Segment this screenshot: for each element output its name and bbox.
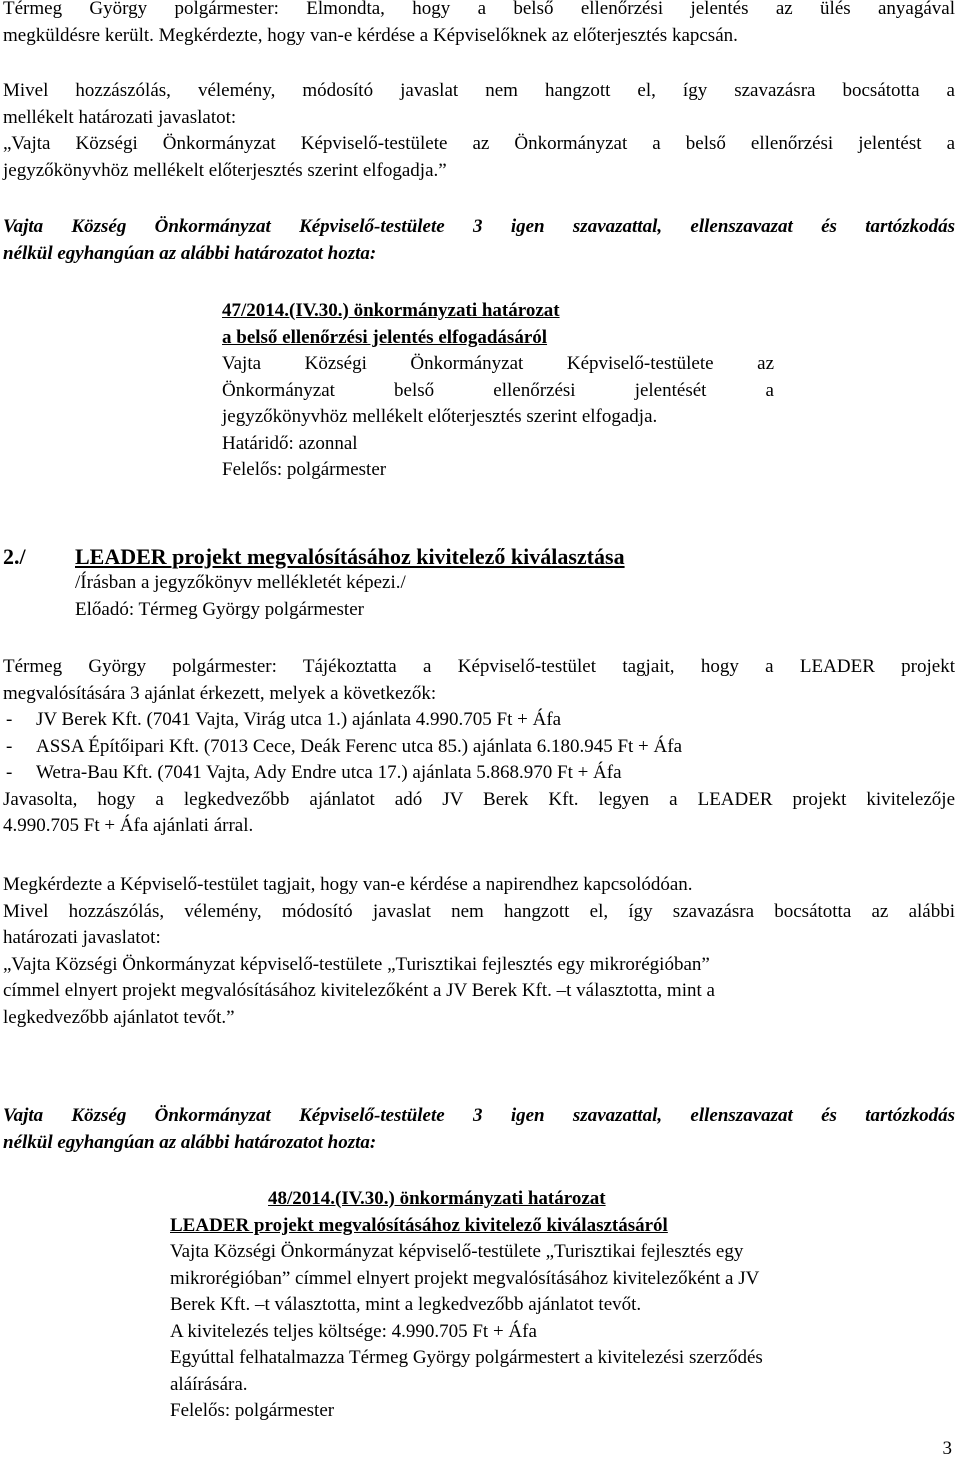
section-number: 2./ [3,544,26,569]
vote2-line-2: nélkül egyhangúan az alábbi határozatot hozta: [3,1131,377,1153]
info-line-4: 4.990.705 Ft + Áfa ajánlati árral. [3,815,254,836]
list-dash: - [6,762,13,783]
offers-paragraph [3,654,955,840]
resolution48-line-4: Egyúttal felhatalmazza Térmeg György polgármestert a kivitelezési szerződés [170,1347,763,1368]
vote1-line-2: nélkül egyhangúan az alábbi határozatot hozta: [3,242,377,264]
vote1-line-1: Vajta Község Önkormányzat Képviselő-testülete 3 igen szavazattal, ellenszavazat és tartózkodás [3,216,955,237]
proposal2-line-6: legkedvezőbb ajánlatot tevőt.” [3,1006,235,1028]
proposal1-line-2: mellékelt határozati javaslatot: [3,106,237,128]
offer-text: ASSA Építőipari Kft. (7013 Cece, Deák Ferenc utca 85.) ajánlata 6.180.945 Ft + Áfa [36,735,682,757]
info-line-2: megvalósítására 3 ajánlat érkezett, melyek a következők: [3,682,437,704]
offer-item [3,760,955,787]
resolution48-line-3: Berek Kft. –t választotta, mint a legkedvezőbb ajánlatot tevőt. [170,1294,642,1315]
resolution47-number: 47/2014.(IV.30.) önkormányzati határozat [222,300,560,321]
section-note: /Írásban a jegyzőkönyv mellékletét képezi./ [75,572,406,593]
proposal-paragraph-1 [3,78,955,184]
resolution47-subject: a belső ellenőrzési jelentés elfogadásáról [222,326,548,348]
resolution48-line-2: mikrorégióban” címmel elnyert projekt megvalósításához kivitelezőként a JV [170,1267,760,1289]
resolution48-number: 48/2014.(IV.30.) önkormányzati határozat [268,1188,606,1209]
vote-statement-2 [3,1103,955,1156]
proposal1-line-1: Mivel hozzászólás, vélemény, módosító javaslat nem hangzott el, így szavazásra bocsátotta a [3,80,955,101]
resolution48-responsible: Felelős: polgármester [170,1400,335,1421]
offer-item [3,734,955,761]
proposal2-line-2: Mivel hozzászólás, vélemény, módosító javaslat nem hangzott el, így szavazásra bocsátotta az alábbi [3,900,955,922]
proposal1-line-3: „Vajta Községi Önkormányzat Képviselő-testülete az Önkormányzat a belső ellenőrzési jelentést a [3,133,955,154]
resolution-47 [222,298,774,484]
resolution47-line-1: Vajta Községi Önkormányzat Képviselő-testülete az [222,353,774,374]
resolution48-subject: LEADER projekt megvalósításához kivitelező kiválasztásáról [170,1214,668,1236]
proposal2-line-3: határozati javaslatot: [3,927,161,948]
resolution-48 [170,1186,915,1425]
section-presenter: Előadó: Térmeg György polgármester [75,598,364,620]
resolution47-deadline: Határidő: azonnal [222,432,358,454]
proposal1-line-4: jegyzőkönyvhöz mellékelt előterjesztés szerint elfogadja.” [3,159,447,181]
offer-text: Wetra-Bau Kft. (7041 Vajta, Ady Endre utca 17.) ajánlata 5.868.970 Ft + Áfa [36,762,622,783]
intro-line-2: megküldésre került. Megkérdezte, hogy van-e kérdése a Képviselőknek az előterjesztés kapcsán. [3,24,738,46]
resolution48-line-5: aláírására. [170,1373,248,1395]
section-2-meta [75,570,775,623]
resolution47-responsible: Felelős: polgármester [222,459,387,480]
info-line-1: Térmeg György polgármester: Tájékoztatta a Képviselő-testület tagjait, hogy a LEADER projekt [3,656,955,677]
intro-paragraph [3,0,955,49]
proposal-paragraph-2 [3,872,955,1031]
list-dash: - [6,735,13,757]
resolution47-line-2: Önkormányzat belső ellenőrzési jelentését a [222,379,774,401]
page-number: 3 [942,1438,952,1459]
resolution48-cost: A kivitelezés teljes költsége: 4.990.705 Ft + Áfa [170,1320,537,1342]
proposal2-line-5: címmel elnyert projekt megvalósításához kivitelezőként a JV Berek Kft. –t választotta, mint a [3,980,715,1001]
offer-text: JV Berek Kft. (7041 Vajta, Virág utca 1.) ajánlata 4.990.705 Ft + Áfa [36,709,562,730]
proposal2-line-1: Megkérdezte a Képviselő-testület tagjait, hogy van-e kérdése a napirendhez kapcsolódóan. [3,874,693,895]
vote-statement-1 [3,214,955,267]
offers-list [3,707,955,787]
offer-item [3,707,955,734]
section-2-heading [3,542,625,572]
resolution47-line-3: jegyzőkönyvhöz mellékelt előterjesztés szerint elfogadja. [222,406,658,427]
resolution48-line-1: Vajta Községi Önkormányzat képviselő-testülete „Turisztikai fejlesztés egy [170,1241,744,1262]
list-dash: - [6,709,13,730]
intro-line-1: Térmeg György polgármester: Elmondta, hogy a belső ellenőrzési jelentés az ülés anyagával [3,0,955,19]
proposal2-line-4: „Vajta Községi Önkormányzat képviselő-testülete „Turisztikai fejlesztés egy mikrorégióban” [3,953,710,975]
section-title: LEADER projekt megvalósításához kivitelező kiválasztása [75,544,625,569]
vote2-line-1: Vajta Község Önkormányzat Képviselő-testülete 3 igen szavazattal, ellenszavazat és tartózkodás [3,1105,955,1126]
info-line-3: Javasolta, hogy a legkedvezőbb ajánlatot adó JV Berek Kft. legyen a LEADER projekt kivitelezője [3,788,955,810]
